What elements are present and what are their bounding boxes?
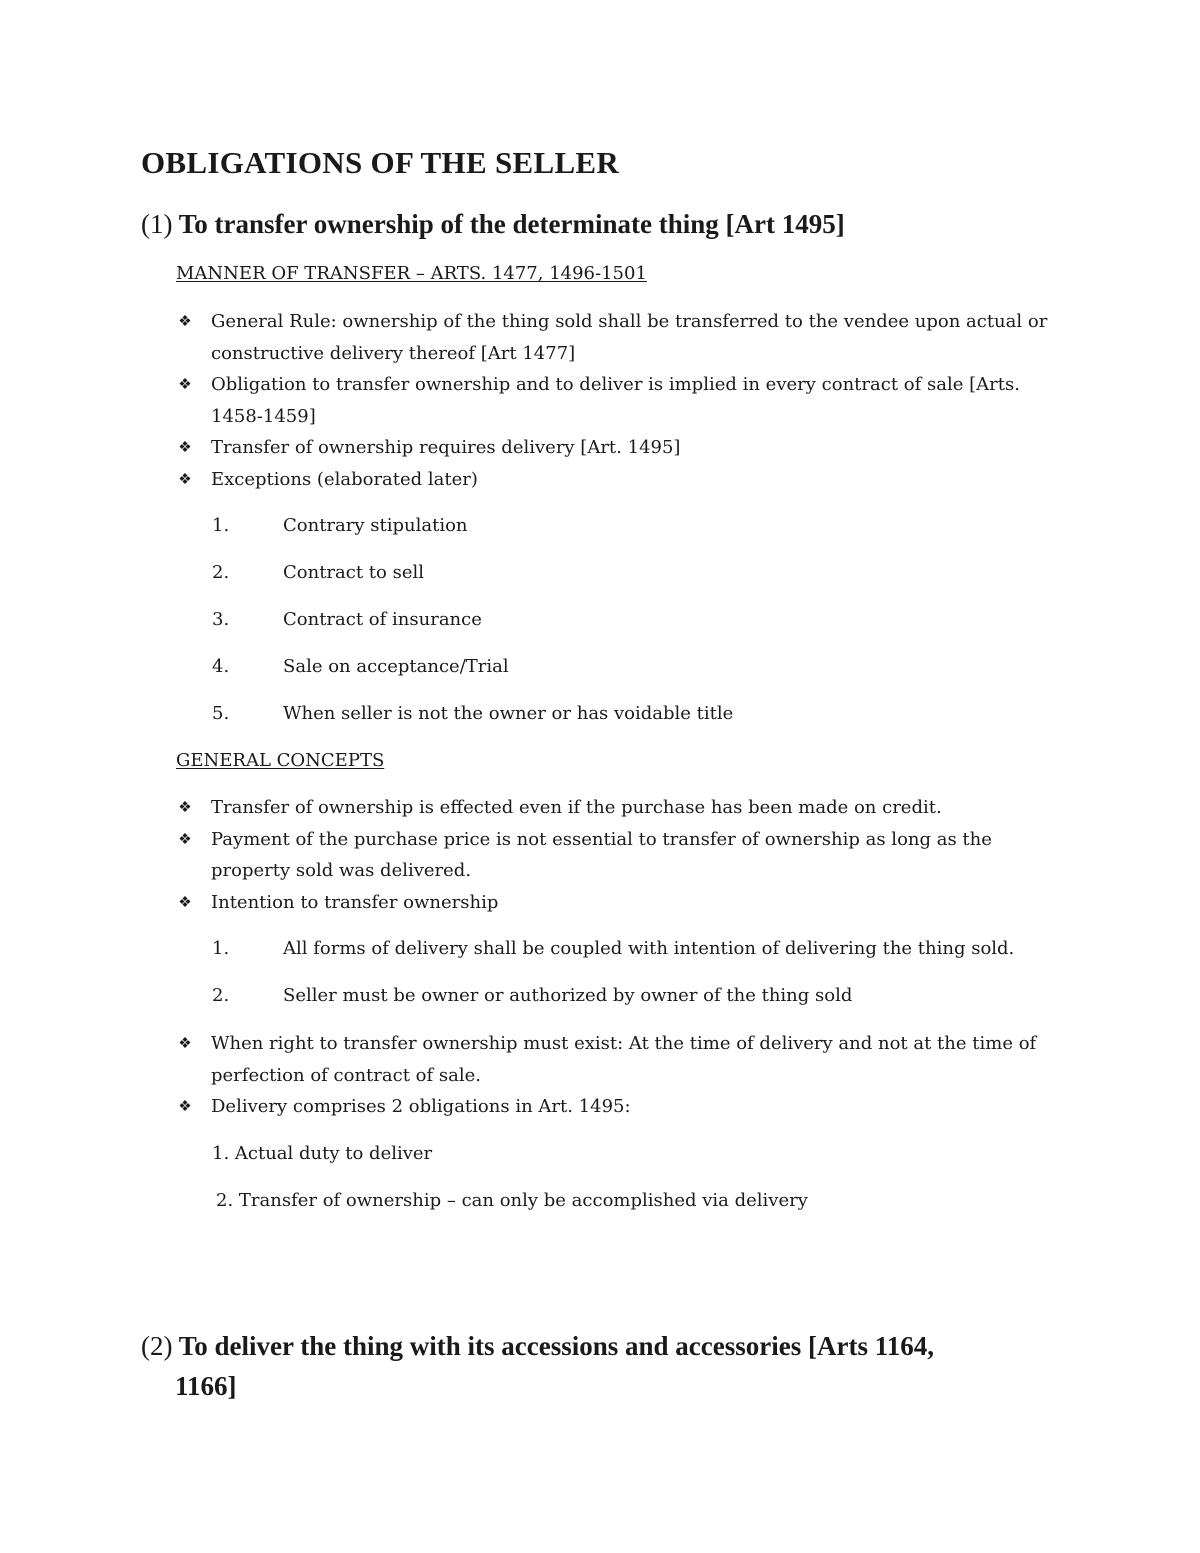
intention-list <box>212 936 1112 1030</box>
item-number: 4. <box>212 656 230 677</box>
item-number: 2. <box>212 985 230 1006</box>
four-diamond-star-icon: ❖ <box>178 892 192 911</box>
section-2-title-continued: 1166] <box>175 1371 237 1401</box>
bullet-text: Transfer of ownership requires delivery [Art. 1495] <box>211 437 681 458</box>
item-text: Seller must be owner or authorized by owner of the thing sold <box>283 985 853 1006</box>
general-bullet-list-2 <box>176 1028 1076 1123</box>
list-item <box>212 936 1112 983</box>
item-text: Sale on acceptance/Trial <box>283 656 509 677</box>
delivery-obligations-list <box>212 1141 808 1235</box>
bullet-text: Delivery comprises 2 obligations in Art. 1495: <box>211 1096 631 1117</box>
item-number: 1. <box>212 515 230 536</box>
item-number: 5. <box>212 703 230 724</box>
section-2-title: To deliver the thing with its accessions and accessories [Arts 1164, <box>178 1331 934 1361</box>
list-item <box>176 369 1076 432</box>
four-diamond-star-icon: ❖ <box>178 1097 192 1115</box>
four-diamond-star-icon: ❖ <box>178 469 192 488</box>
list-item <box>176 306 1076 369</box>
general-concepts-subheading: GENERAL CONCEPTS <box>176 750 385 771</box>
general-bullet-list <box>176 792 1076 918</box>
section-2-number: (2) <box>141 1331 173 1361</box>
section-1-heading <box>141 204 1041 244</box>
section-2-heading <box>141 1326 1041 1406</box>
list-item <box>212 983 1112 1030</box>
list-item <box>176 792 1076 824</box>
bullet-text: Transfer of ownership is effected even if the purchase has been made on credit. <box>211 797 942 818</box>
list-item <box>212 607 1112 654</box>
list-item <box>212 513 1112 560</box>
section-1-title: To transfer ownership of the determinate thing [Art 1495] <box>178 209 845 239</box>
bullet-text: General Rule: ownership of the thing sold shall be transferred to the vendee upon actual or constructive delivery thereof [Art 1477] <box>211 311 1048 364</box>
list-item <box>212 701 1112 748</box>
list-item <box>176 887 1076 919</box>
list-item: 1. Actual duty to deliver <box>212 1143 433 1164</box>
bullet-text: Obligation to transfer ownership and to deliver is implied in every contract of sale [Arts. 1458-1459] <box>211 374 1020 427</box>
item-number: 2. <box>212 562 230 583</box>
bullet-text: When right to transfer ownership must exist: At the time of delivery and not at the time of perfection of contract of sale. <box>211 1033 1037 1086</box>
list-item <box>212 654 1112 701</box>
item-text: Contract to sell <box>283 562 425 583</box>
item-text: All forms of delivery shall be coupled with intention of delivering the thing sold. <box>283 938 1015 959</box>
item-number: 1. <box>212 938 230 959</box>
four-diamond-star-icon: ❖ <box>178 375 192 393</box>
page-title: OBLIGATIONS OF THE SELLER <box>141 145 620 180</box>
four-diamond-star-icon: ❖ <box>178 798 192 816</box>
list-item <box>176 1028 1076 1091</box>
list-item: 2. Transfer of ownership – can only be accomplished via delivery <box>216 1190 808 1211</box>
list-item <box>212 560 1112 607</box>
item-text: Contrary stipulation <box>283 515 468 536</box>
bullet-text: Exceptions (elaborated later) <box>211 468 478 490</box>
manner-bullet-list <box>176 306 1076 495</box>
four-diamond-star-icon: ❖ <box>178 438 192 456</box>
list-item <box>176 432 1076 464</box>
four-diamond-star-icon: ❖ <box>178 1034 192 1052</box>
four-diamond-star-icon: ❖ <box>178 312 192 330</box>
bullet-text: Intention to transfer ownership <box>211 891 499 913</box>
item-number: 3. <box>212 609 230 630</box>
item-text: Contract of insurance <box>283 609 482 630</box>
section-1-number: (1) <box>141 209 173 239</box>
list-item <box>176 464 1076 496</box>
four-diamond-star-icon: ❖ <box>178 829 192 848</box>
manner-of-transfer-subheading: MANNER OF TRANSFER – ARTS. 1477, 1496-1501 <box>176 263 647 284</box>
exceptions-list <box>212 513 1112 748</box>
bullet-text: Payment of the purchase price is not essential to transfer of ownership as long as the property sold was delivered. <box>211 828 992 881</box>
item-text: When seller is not the owner or has voidable title <box>283 703 734 724</box>
list-item <box>176 824 1076 887</box>
list-item <box>176 1091 1076 1123</box>
